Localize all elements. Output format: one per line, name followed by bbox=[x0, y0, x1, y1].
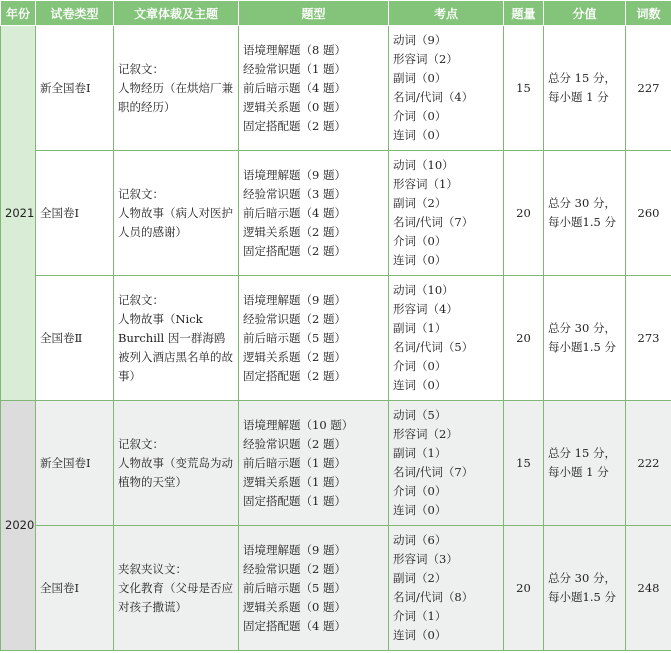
question-count-cell: 20 bbox=[504, 151, 544, 276]
test-points-cell bbox=[389, 151, 504, 276]
test-point-item: 名词/代词（7） bbox=[393, 465, 474, 479]
word-count-cell: 260 bbox=[626, 151, 671, 276]
question-type-item: 逻辑关系题（1 题） bbox=[243, 474, 346, 489]
question-type-item: 语境理解题（8 题） bbox=[243, 42, 346, 57]
header-test-points: 考点 bbox=[389, 1, 504, 26]
genre-topic: 人物故事（病人对医护人员的感谢） bbox=[118, 205, 233, 239]
header-question-type: 题型 bbox=[239, 1, 389, 26]
question-type-item: 语境理解题（9 题） bbox=[243, 292, 346, 307]
score-cell: 总分 30 分，每小题1.5 分 bbox=[544, 526, 626, 651]
paper-type-cell: 新全国卷Ⅰ bbox=[36, 26, 114, 151]
test-point-item: 动词（6） bbox=[393, 533, 447, 547]
table-row bbox=[1, 401, 671, 526]
question-type-item: 逻辑关系题（2 题） bbox=[243, 224, 346, 239]
test-point-item: 副词（1） bbox=[393, 446, 447, 460]
genre-cell bbox=[114, 526, 239, 651]
table-row bbox=[1, 26, 671, 151]
test-point-item: 形容词（2） bbox=[393, 52, 458, 66]
genre-label: 夹叙夹议文： bbox=[118, 561, 187, 576]
genre-label: 记叙文： bbox=[118, 186, 164, 201]
question-type-cell bbox=[239, 151, 389, 276]
question-type-item: 固定搭配题（2 题） bbox=[243, 118, 346, 133]
test-point-item: 动词（9） bbox=[393, 33, 447, 47]
question-type-item: 前后暗示题（4 题） bbox=[243, 80, 346, 95]
test-point-item: 名词/代词（4） bbox=[393, 90, 474, 104]
question-type-item: 固定搭配题（2 题） bbox=[243, 368, 346, 383]
question-type-item: 经验常识题（2 题） bbox=[243, 311, 346, 326]
question-type-item: 语境理解题（10 题） bbox=[243, 417, 354, 432]
header-row bbox=[1, 1, 671, 26]
test-point-item: 名词/代词（8） bbox=[393, 590, 474, 604]
score-cell: 总分 15 分，每小题 1 分 bbox=[544, 401, 626, 526]
question-type-item: 前后暗示题（5 题） bbox=[243, 330, 346, 345]
test-point-item: 连词（0） bbox=[393, 628, 447, 642]
question-type-item: 前后暗示题（5 题） bbox=[243, 580, 346, 595]
test-point-item: 名词/代词（5） bbox=[393, 340, 474, 354]
header-word-count: 词数 bbox=[626, 1, 671, 26]
paper-type-cell: 全国卷Ⅰ bbox=[36, 526, 114, 651]
test-point-item: 名词/代词（7） bbox=[393, 215, 474, 229]
test-point-item: 形容词（1） bbox=[393, 177, 458, 191]
test-point-item: 介词（0） bbox=[393, 359, 447, 373]
question-type-item: 固定搭配题（4 题） bbox=[243, 618, 346, 633]
word-count-cell: 227 bbox=[626, 26, 671, 151]
header-genre-topic: 文章体裁及主题 bbox=[114, 1, 239, 26]
genre-cell bbox=[114, 401, 239, 526]
test-point-item: 连词（0） bbox=[393, 378, 447, 392]
question-type-cell bbox=[239, 276, 389, 401]
header-question-count: 题量 bbox=[504, 1, 544, 26]
question-type-item: 固定搭配题（2 题） bbox=[243, 243, 346, 258]
score-cell: 总分 30 分，每小题1.5 分 bbox=[544, 276, 626, 401]
question-type-item: 前后暗示题（4 题） bbox=[243, 205, 346, 220]
question-type-item: 逻辑关系题（0 题） bbox=[243, 99, 346, 114]
genre-cell bbox=[114, 276, 239, 401]
word-count-cell: 273 bbox=[626, 276, 671, 401]
year-cell: 2020 bbox=[1, 401, 36, 651]
header-year: 年份 bbox=[1, 1, 36, 26]
genre-topic: 人物故事（变荒岛为动植物的天堂） bbox=[118, 455, 233, 489]
score-cell: 总分 15 分，每小题 1 分 bbox=[544, 26, 626, 151]
question-type-item: 语境理解题（9 题） bbox=[243, 167, 346, 182]
test-point-item: 介词（0） bbox=[393, 234, 447, 248]
genre-label: 记叙文： bbox=[118, 61, 164, 76]
header-paper-type: 试卷类型 bbox=[36, 1, 114, 26]
paper-type-cell: 全国卷Ⅰ bbox=[36, 151, 114, 276]
test-points-cell bbox=[389, 276, 504, 401]
paper-type-cell: 全国卷Ⅱ bbox=[36, 276, 114, 401]
table-row bbox=[1, 526, 671, 651]
test-point-item: 连词（0） bbox=[393, 253, 447, 267]
test-point-item: 副词（2） bbox=[393, 571, 447, 585]
test-point-item: 连词（0） bbox=[393, 128, 447, 142]
year-cell: 2021 bbox=[1, 26, 36, 401]
score-cell: 总分 30 分，每小题1.5 分 bbox=[544, 151, 626, 276]
test-point-item: 形容词（4） bbox=[393, 302, 458, 316]
header-score: 分值 bbox=[544, 1, 626, 26]
question-type-item: 固定搭配题（1 题） bbox=[243, 493, 346, 508]
question-type-item: 经验常识题（2 题） bbox=[243, 561, 346, 576]
question-type-item: 逻辑关系题（0 题） bbox=[243, 599, 346, 614]
question-type-item: 经验常识题（1 题） bbox=[243, 61, 346, 76]
genre-topic: 人物故事（Nick Burchill 因一群海鸥被列入酒店黑名单的故事） bbox=[118, 311, 233, 383]
genre-cell bbox=[114, 26, 239, 151]
test-points-cell bbox=[389, 401, 504, 526]
genre-label: 记叙文： bbox=[118, 436, 164, 451]
test-point-item: 形容词（3） bbox=[393, 552, 458, 566]
question-count-cell: 20 bbox=[504, 526, 544, 651]
test-point-item: 动词（10） bbox=[393, 158, 454, 172]
question-type-cell bbox=[239, 26, 389, 151]
test-point-item: 动词（5） bbox=[393, 408, 447, 422]
genre-topic: 人物经历（在烘焙厂兼职的经历） bbox=[118, 80, 233, 114]
test-point-item: 介词（0） bbox=[393, 484, 447, 498]
genre-cell bbox=[114, 151, 239, 276]
test-point-item: 动词（10） bbox=[393, 283, 454, 297]
question-count-cell: 15 bbox=[504, 401, 544, 526]
test-point-item: 介词（1） bbox=[393, 609, 447, 623]
question-type-cell bbox=[239, 526, 389, 651]
question-type-item: 前后暗示题（1 题） bbox=[243, 455, 346, 470]
question-type-item: 经验常识题（2 题） bbox=[243, 436, 346, 451]
test-point-item: 副词（0） bbox=[393, 71, 447, 85]
table-row bbox=[1, 276, 671, 401]
test-points-cell bbox=[389, 26, 504, 151]
question-type-item: 逻辑关系题（2 题） bbox=[243, 349, 346, 364]
test-point-item: 形容词（2） bbox=[393, 427, 458, 441]
genre-topic: 文化教育（父母是否应对孩子撒谎） bbox=[118, 580, 233, 614]
table-row bbox=[1, 151, 671, 276]
question-count-cell: 15 bbox=[504, 26, 544, 151]
genre-label: 记叙文： bbox=[118, 292, 164, 307]
paper-type-cell: 新全国卷Ⅰ bbox=[36, 401, 114, 526]
test-point-item: 副词（2） bbox=[393, 196, 447, 210]
word-count-cell: 222 bbox=[626, 401, 671, 526]
question-type-cell bbox=[239, 401, 389, 526]
test-point-item: 连词（0） bbox=[393, 503, 447, 517]
test-point-item: 介词（0） bbox=[393, 109, 447, 123]
question-type-item: 经验常识题（3 题） bbox=[243, 186, 346, 201]
word-count-cell: 248 bbox=[626, 526, 671, 651]
test-points-cell bbox=[389, 526, 504, 651]
question-count-cell: 20 bbox=[504, 276, 544, 401]
test-point-item: 副词（1） bbox=[393, 321, 447, 335]
question-type-item: 语境理解题（9 题） bbox=[243, 542, 346, 557]
